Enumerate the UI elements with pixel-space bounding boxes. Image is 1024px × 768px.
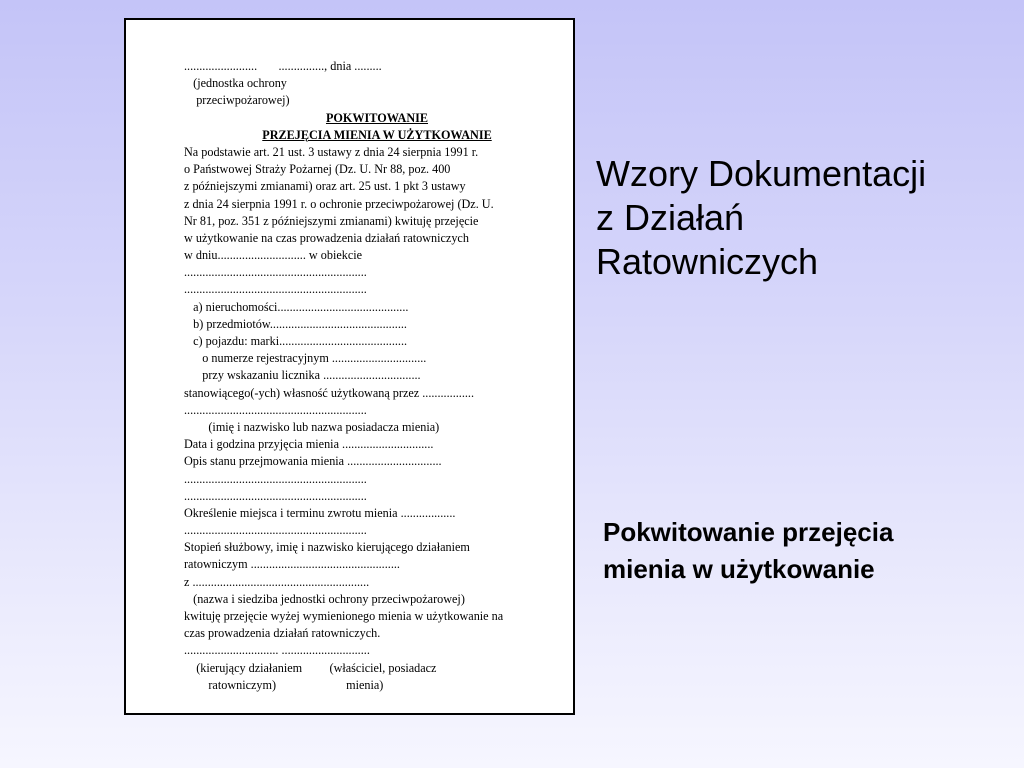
doc-line: o numerze rejestracyjnym ............................... [184,351,427,366]
slide-title [596,152,1016,284]
doc-line-dotted: ............................................................ [184,402,367,417]
slide-title-line: Ratowniczych [596,241,819,282]
doc-line: Stopień służbowy, imię i nazwisko kierującego działaniem [184,540,470,555]
doc-signature-lines: ............................... ............................. [184,643,370,658]
doc-line: stanowiącego(-ych) własność użytkowaną przez ................. [184,385,475,400]
doc-line: w użytkowanie na czas prowadzenia działań ratowniczych [184,230,469,245]
doc-line: Opis stanu przejmowania mienia ............................... [184,454,442,469]
slide-title-line: Wzory Dokumentacji [596,153,927,194]
doc-item-c: c) pojazdu: marki.......................................... [184,334,408,348]
doc-line: Na podstawie art. 21 ust. 3 ustawy z dnia 24 sierpnia 1991 r. [184,144,479,159]
doc-line: Nr 81, poz. 351 z późniejszymi zmianami) kwituję przejęcie [184,213,479,228]
doc-line: ratowniczym ................................................. [184,557,400,572]
doc-item-b: b) przedmiotów............................................. [184,316,407,331]
doc-line-dotted: ............................................................ [184,265,367,280]
slide-subtitle [603,514,1013,588]
doc-line: przy wskazaniu licznika ................................ [184,368,421,383]
doc-line-unit-1: (jednostka ochrony [184,76,287,91]
doc-line-dotted: ............................................................ [184,488,367,503]
doc-line: czas prowadzenia działań ratowniczych. [184,626,381,641]
doc-line: w dniu............................. w obiekcie [184,248,363,263]
document-text [184,58,570,694]
doc-caption: (imię i nazwisko lub nazwa posiadacza mienia) [184,419,440,434]
slide-subtitle-line: Pokwitowanie przejęcia [603,517,894,547]
slide-title-line: z Działań [596,197,745,238]
doc-line: z .......................................................... [184,574,370,589]
doc-heading-przejecia: PRZEJĘCIA MIENIA W UŻYTKOWANIE [262,127,492,142]
doc-item-a: a) nieruchomości........................................... [184,299,409,314]
slide-subtitle-line: mienia w użytkowanie [603,554,875,584]
doc-signature-caption-2: ratowniczym) mienia) [184,677,384,692]
doc-line-dotted: ............................................................ [184,471,367,486]
doc-line-unit-2: przeciwpożarowej) [184,93,290,108]
document-page [124,18,575,715]
doc-line-dotted: ............................................................ [184,282,367,297]
doc-line: z późniejszymi zmianami) oraz art. 25 ust. 1 pkt 3 ustawy [184,179,466,194]
doc-line: Określenie miejsca i terminu zwrotu mienia .................. [184,505,456,520]
doc-line-dotted: ............................................................ [184,523,367,538]
doc-line: kwituję przejęcie wyżej wymienionego mienia w użytkowanie na [184,609,504,623]
doc-signature-caption-1: (kierujący działaniem (właściciel, posiadacz [184,660,437,675]
doc-line: Data i godzina przyjęcia mienia .............................. [184,437,434,452]
doc-caption: (nazwa i siedziba jednostki ochrony przeciwpożarowej) [184,591,465,606]
doc-heading-pokwitowanie: POKWITOWANIE [325,110,429,125]
doc-line: z dnia 24 sierpnia 1991 r. o ochronie przeciwpożarowej (Dz. U. [184,196,494,211]
doc-line-place-date: ........................ ..............., dnia ......... [184,59,382,73]
doc-line: o Państwowej Straży Pożarnej (Dz. U. Nr 88, poz. 400 [184,162,451,177]
